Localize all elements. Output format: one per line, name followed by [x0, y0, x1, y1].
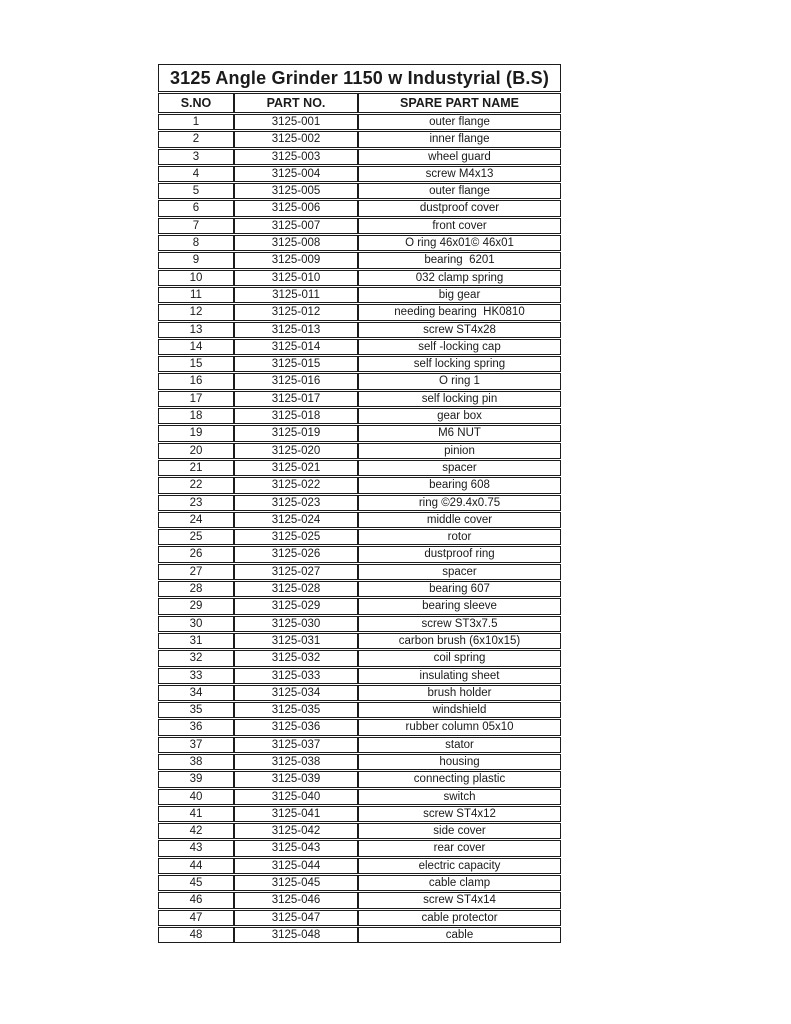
table-row	[158, 546, 561, 562]
cell-sno: 35	[158, 702, 234, 718]
cell-spare-part-name: self -locking cap	[358, 339, 561, 355]
cell-part-no: 3125-011	[234, 287, 358, 303]
cell-sno: 34	[158, 685, 234, 701]
cell-part-no: 3125-033	[234, 668, 358, 684]
cell-part-no: 3125-047	[234, 910, 358, 926]
cell-sno: 14	[158, 339, 234, 355]
cell-part-no: 3125-030	[234, 616, 358, 632]
cell-sno: 10	[158, 270, 234, 286]
cell-spare-part-name: coil spring	[358, 650, 561, 666]
cell-sno: 28	[158, 581, 234, 597]
cell-part-no: 3125-018	[234, 408, 358, 424]
cell-spare-part-name: spacer	[358, 460, 561, 476]
spare-parts-table	[158, 63, 561, 944]
table-row	[158, 356, 561, 372]
table-row	[158, 443, 561, 459]
cell-part-no: 3125-013	[234, 322, 358, 338]
table-row	[158, 789, 561, 805]
cell-part-no: 3125-034	[234, 685, 358, 701]
cell-sno: 31	[158, 633, 234, 649]
cell-sno: 19	[158, 425, 234, 441]
table-title: 3125 Angle Grinder 1150 w Industyrial (B.S)	[158, 64, 561, 92]
table-row	[158, 892, 561, 908]
table-row	[158, 702, 561, 718]
cell-part-no: 3125-024	[234, 512, 358, 528]
cell-sno: 4	[158, 166, 234, 182]
cell-part-no: 3125-007	[234, 218, 358, 234]
cell-spare-part-name: M6 NUT	[358, 425, 561, 441]
cell-part-no: 3125-005	[234, 183, 358, 199]
cell-part-no: 3125-021	[234, 460, 358, 476]
cell-sno: 48	[158, 927, 234, 943]
cell-sno: 15	[158, 356, 234, 372]
cell-sno: 23	[158, 495, 234, 511]
table-row	[158, 823, 561, 839]
cell-spare-part-name: inner flange	[358, 131, 561, 147]
table-row	[158, 425, 561, 441]
cell-spare-part-name: side cover	[358, 823, 561, 839]
table-row	[158, 131, 561, 147]
cell-spare-part-name: rubber column 05x10	[358, 719, 561, 735]
table-row	[158, 218, 561, 234]
table-row	[158, 771, 561, 787]
cell-part-no: 3125-017	[234, 391, 358, 407]
cell-sno: 39	[158, 771, 234, 787]
cell-sno: 40	[158, 789, 234, 805]
table-row	[158, 840, 561, 856]
cell-spare-part-name: connecting plastic	[358, 771, 561, 787]
table-row	[158, 166, 561, 182]
cell-sno: 45	[158, 875, 234, 891]
cell-part-no: 3125-022	[234, 477, 358, 493]
title-row	[158, 64, 561, 92]
cell-sno: 2	[158, 131, 234, 147]
table-row	[158, 477, 561, 493]
table-row	[158, 287, 561, 303]
cell-sno: 25	[158, 529, 234, 545]
cell-part-no: 3125-014	[234, 339, 358, 355]
table-row	[158, 339, 561, 355]
cell-sno: 43	[158, 840, 234, 856]
cell-sno: 29	[158, 598, 234, 614]
cell-part-no: 3125-040	[234, 789, 358, 805]
table-row	[158, 668, 561, 684]
table-row	[158, 529, 561, 545]
cell-spare-part-name: big gear	[358, 287, 561, 303]
cell-part-no: 3125-044	[234, 858, 358, 874]
cell-sno: 5	[158, 183, 234, 199]
cell-sno: 20	[158, 443, 234, 459]
table-row	[158, 719, 561, 735]
cell-part-no: 3125-004	[234, 166, 358, 182]
cell-spare-part-name: dustproof cover	[358, 200, 561, 216]
cell-sno: 17	[158, 391, 234, 407]
cell-spare-part-name: switch	[358, 789, 561, 805]
table-row	[158, 149, 561, 165]
cell-spare-part-name: bearing 6201	[358, 252, 561, 268]
cell-spare-part-name: brush holder	[358, 685, 561, 701]
cell-spare-part-name: stator	[358, 737, 561, 753]
table-row	[158, 114, 561, 130]
table-row	[158, 408, 561, 424]
table-row	[158, 270, 561, 286]
cell-spare-part-name: cable protector	[358, 910, 561, 926]
table-row	[158, 235, 561, 251]
cell-part-no: 3125-006	[234, 200, 358, 216]
cell-sno: 9	[158, 252, 234, 268]
cell-spare-part-name: insulating sheet	[358, 668, 561, 684]
cell-sno: 33	[158, 668, 234, 684]
cell-part-no: 3125-048	[234, 927, 358, 943]
cell-part-no: 3125-043	[234, 840, 358, 856]
cell-part-no: 3125-041	[234, 806, 358, 822]
cell-part-no: 3125-028	[234, 581, 358, 597]
table-row	[158, 685, 561, 701]
cell-spare-part-name: rear cover	[358, 840, 561, 856]
cell-sno: 13	[158, 322, 234, 338]
cell-spare-part-name: screw M4x13	[358, 166, 561, 182]
table-row	[158, 806, 561, 822]
cell-part-no: 3125-038	[234, 754, 358, 770]
table-row	[158, 200, 561, 216]
cell-part-no: 3125-029	[234, 598, 358, 614]
cell-sno: 37	[158, 737, 234, 753]
cell-part-no: 3125-042	[234, 823, 358, 839]
cell-spare-part-name: outer flange	[358, 183, 561, 199]
cell-sno: 12	[158, 304, 234, 320]
cell-sno: 38	[158, 754, 234, 770]
cell-spare-part-name: 032 clamp spring	[358, 270, 561, 286]
table-row	[158, 858, 561, 874]
cell-sno: 7	[158, 218, 234, 234]
cell-part-no: 3125-016	[234, 373, 358, 389]
cell-part-no: 3125-019	[234, 425, 358, 441]
table-row	[158, 910, 561, 926]
table-row	[158, 252, 561, 268]
cell-sno: 1	[158, 114, 234, 130]
cell-part-no: 3125-010	[234, 270, 358, 286]
cell-part-no: 3125-025	[234, 529, 358, 545]
cell-sno: 41	[158, 806, 234, 822]
cell-sno: 32	[158, 650, 234, 666]
table-row	[158, 737, 561, 753]
cell-part-no: 3125-035	[234, 702, 358, 718]
cell-part-no: 3125-031	[234, 633, 358, 649]
table-row	[158, 183, 561, 199]
cell-spare-part-name: windshield	[358, 702, 561, 718]
cell-part-no: 3125-003	[234, 149, 358, 165]
table-row	[158, 304, 561, 320]
cell-spare-part-name: wheel guard	[358, 149, 561, 165]
table-row	[158, 875, 561, 891]
table-row	[158, 616, 561, 632]
cell-sno: 44	[158, 858, 234, 874]
table-row	[158, 391, 561, 407]
cell-spare-part-name: bearing 607	[358, 581, 561, 597]
table-body	[158, 114, 561, 943]
cell-spare-part-name: needing bearing HK0810	[358, 304, 561, 320]
cell-sno: 36	[158, 719, 234, 735]
cell-spare-part-name: carbon brush (6x10x15)	[358, 633, 561, 649]
table-row	[158, 512, 561, 528]
table-row	[158, 598, 561, 614]
cell-spare-part-name: ring ©29.4x0.75	[358, 495, 561, 511]
cell-spare-part-name: middle cover	[358, 512, 561, 528]
cell-spare-part-name: screw ST4x12	[358, 806, 561, 822]
cell-spare-part-name: outer flange	[358, 114, 561, 130]
column-header-spare-part-name: SPARE PART NAME	[358, 93, 561, 113]
cell-part-no: 3125-020	[234, 443, 358, 459]
cell-spare-part-name: cable	[358, 927, 561, 943]
cell-part-no: 3125-032	[234, 650, 358, 666]
table-row	[158, 754, 561, 770]
cell-spare-part-name: rotor	[358, 529, 561, 545]
table-row	[158, 495, 561, 511]
cell-spare-part-name: pinion	[358, 443, 561, 459]
table-row	[158, 633, 561, 649]
cell-sno: 46	[158, 892, 234, 908]
cell-part-no: 3125-009	[234, 252, 358, 268]
cell-part-no: 3125-008	[234, 235, 358, 251]
cell-sno: 18	[158, 408, 234, 424]
table-row	[158, 373, 561, 389]
cell-spare-part-name: electric capacity	[358, 858, 561, 874]
cell-spare-part-name: bearing sleeve	[358, 598, 561, 614]
cell-part-no: 3125-045	[234, 875, 358, 891]
cell-sno: 3	[158, 149, 234, 165]
cell-spare-part-name: cable clamp	[358, 875, 561, 891]
cell-spare-part-name: O ring 1	[358, 373, 561, 389]
table-row	[158, 460, 561, 476]
cell-part-no: 3125-046	[234, 892, 358, 908]
cell-part-no: 3125-023	[234, 495, 358, 511]
cell-spare-part-name: screw ST4x14	[358, 892, 561, 908]
cell-part-no: 3125-036	[234, 719, 358, 735]
cell-sno: 47	[158, 910, 234, 926]
cell-spare-part-name: housing	[358, 754, 561, 770]
column-header-part-no: PART NO.	[234, 93, 358, 113]
cell-part-no: 3125-001	[234, 114, 358, 130]
cell-spare-part-name: O ring 46x01© 46x01	[358, 235, 561, 251]
cell-spare-part-name: spacer	[358, 564, 561, 580]
cell-spare-part-name: screw ST3x7.5	[358, 616, 561, 632]
table-row	[158, 927, 561, 943]
cell-part-no: 3125-015	[234, 356, 358, 372]
table-row	[158, 322, 561, 338]
cell-spare-part-name: bearing 608	[358, 477, 561, 493]
cell-sno: 21	[158, 460, 234, 476]
cell-sno: 30	[158, 616, 234, 632]
cell-sno: 27	[158, 564, 234, 580]
cell-spare-part-name: dustproof ring	[358, 546, 561, 562]
table-row	[158, 564, 561, 580]
table-row	[158, 650, 561, 666]
cell-sno: 26	[158, 546, 234, 562]
cell-part-no: 3125-012	[234, 304, 358, 320]
cell-sno: 11	[158, 287, 234, 303]
cell-part-no: 3125-039	[234, 771, 358, 787]
cell-part-no: 3125-037	[234, 737, 358, 753]
cell-sno: 42	[158, 823, 234, 839]
table-row	[158, 581, 561, 597]
cell-part-no: 3125-002	[234, 131, 358, 147]
cell-spare-part-name: self locking spring	[358, 356, 561, 372]
cell-sno: 22	[158, 477, 234, 493]
cell-sno: 8	[158, 235, 234, 251]
cell-sno: 6	[158, 200, 234, 216]
column-header-sno: S.NO	[158, 93, 234, 113]
cell-spare-part-name: front cover	[358, 218, 561, 234]
cell-sno: 24	[158, 512, 234, 528]
cell-spare-part-name: gear box	[358, 408, 561, 424]
cell-spare-part-name: self locking pin	[358, 391, 561, 407]
cell-part-no: 3125-027	[234, 564, 358, 580]
column-header-row	[158, 93, 561, 113]
cell-spare-part-name: screw ST4x28	[358, 322, 561, 338]
cell-part-no: 3125-026	[234, 546, 358, 562]
cell-sno: 16	[158, 373, 234, 389]
